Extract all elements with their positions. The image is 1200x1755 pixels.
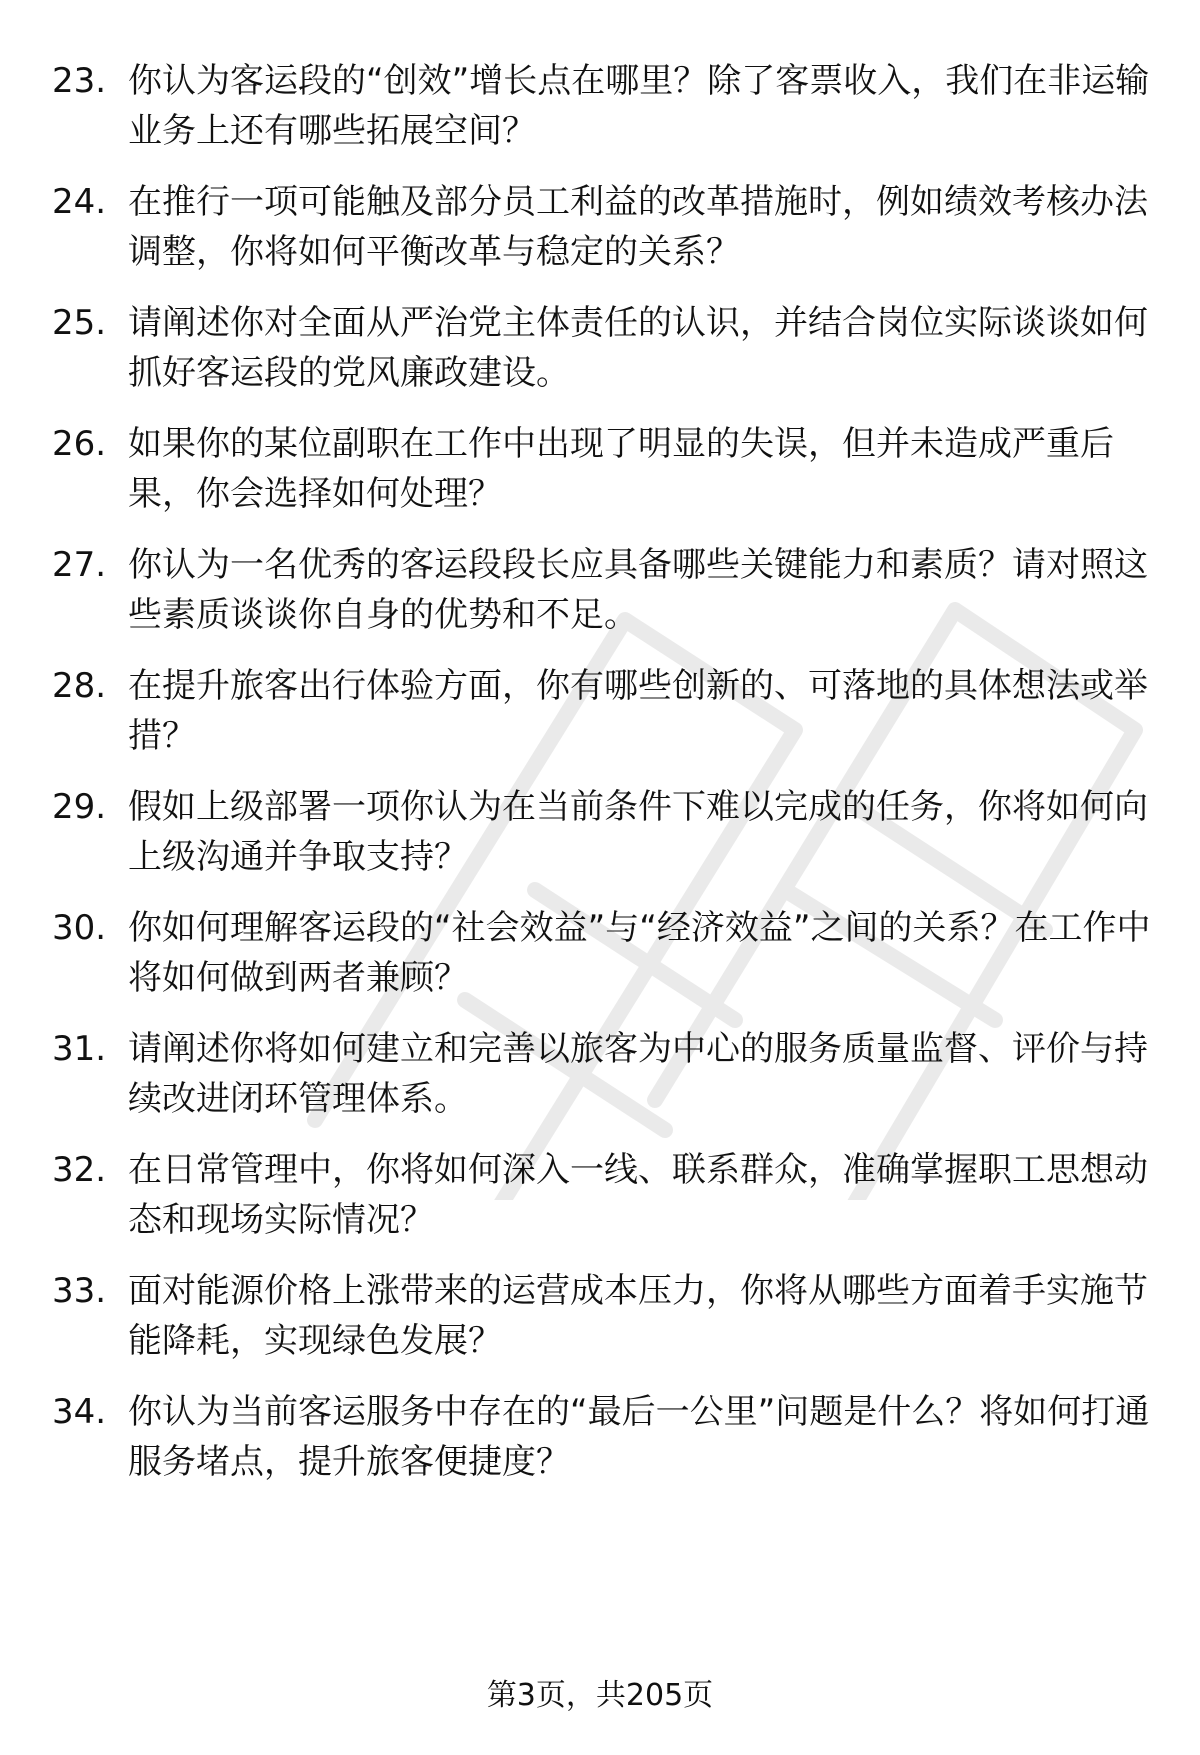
- question-number: 28.: [52, 666, 107, 706]
- question-number: 29.: [52, 787, 107, 827]
- question-number: 25.: [52, 303, 107, 343]
- question-text: 请阐述你将如何建立和完善以旅客为中心的服务质量监督、评价与持续改进闭环管理体系。: [128, 1029, 1148, 1119]
- question-number: 30.: [52, 908, 107, 948]
- question-item: [52, 1266, 1152, 1387]
- question-item: [52, 177, 1152, 298]
- question-text: 你认为客运段的“创效”增长点在哪里？除了客票收入，我们在非运输业务上还有哪些拓展空间？: [128, 61, 1150, 151]
- question-item: [52, 298, 1152, 419]
- question-text: 在日常管理中，你将如何深入一线、联系群众，准确掌握职工思想动态和现场实际情况？: [128, 1150, 1148, 1240]
- question-text: 你如何理解客运段的“社会效益”与“经济效益”之间的关系？在工作中将如何做到两者兼顾？: [128, 908, 1151, 998]
- question-number: 34.: [52, 1392, 107, 1432]
- question-item: [52, 903, 1152, 1024]
- question-text: 在提升旅客出行体验方面，你有哪些创新的、可落地的具体想法或举措？: [128, 666, 1148, 756]
- question-item: [52, 540, 1152, 661]
- question-text: 面对能源价格上涨带来的运营成本压力，你将从哪些方面着手实施节能降耗，实现绿色发展？: [128, 1271, 1148, 1361]
- question-text: 你认为一名优秀的客运段段长应具备哪些关键能力和素质？请对照这些素质谈谈你自身的优势和不足。: [128, 545, 1148, 635]
- question-list: [52, 56, 1152, 1508]
- question-text: 请阐述你对全面从严治党主体责任的认识，并结合岗位实际谈谈如何抓好客运段的党风廉政建设。: [128, 303, 1148, 393]
- question-item: [52, 661, 1152, 782]
- question-number: 31.: [52, 1029, 107, 1069]
- question-item: [52, 56, 1152, 177]
- page-number-footer: 第3页，共205页: [486, 1678, 714, 1713]
- question-number: 27.: [52, 545, 107, 585]
- question-item: [52, 782, 1152, 903]
- question-text: 在推行一项可能触及部分员工利益的改革措施时，例如绩效考核办法调整，你将如何平衡改革与稳定的关系？: [128, 182, 1148, 272]
- question-number: 26.: [52, 424, 107, 464]
- question-number: 32.: [52, 1150, 107, 1190]
- question-text: 你认为当前客运服务中存在的“最后一公里”问题是什么？将如何打通服务堵点，提升旅客便捷度？: [128, 1392, 1150, 1482]
- question-item: [52, 1145, 1152, 1266]
- question-number: 23.: [52, 61, 107, 101]
- question-number: 24.: [52, 182, 107, 222]
- question-item: [52, 419, 1152, 540]
- question-number: 33.: [52, 1271, 107, 1311]
- question-item: [52, 1024, 1152, 1145]
- question-text: 假如上级部署一项你认为在当前条件下难以完成的任务，你将如何向上级沟通并争取支持？: [128, 787, 1148, 877]
- question-text: 如果你的某位副职在工作中出现了明显的失误，但并未造成严重后果，你会选择如何处理？: [128, 424, 1114, 514]
- question-item: [52, 1387, 1152, 1508]
